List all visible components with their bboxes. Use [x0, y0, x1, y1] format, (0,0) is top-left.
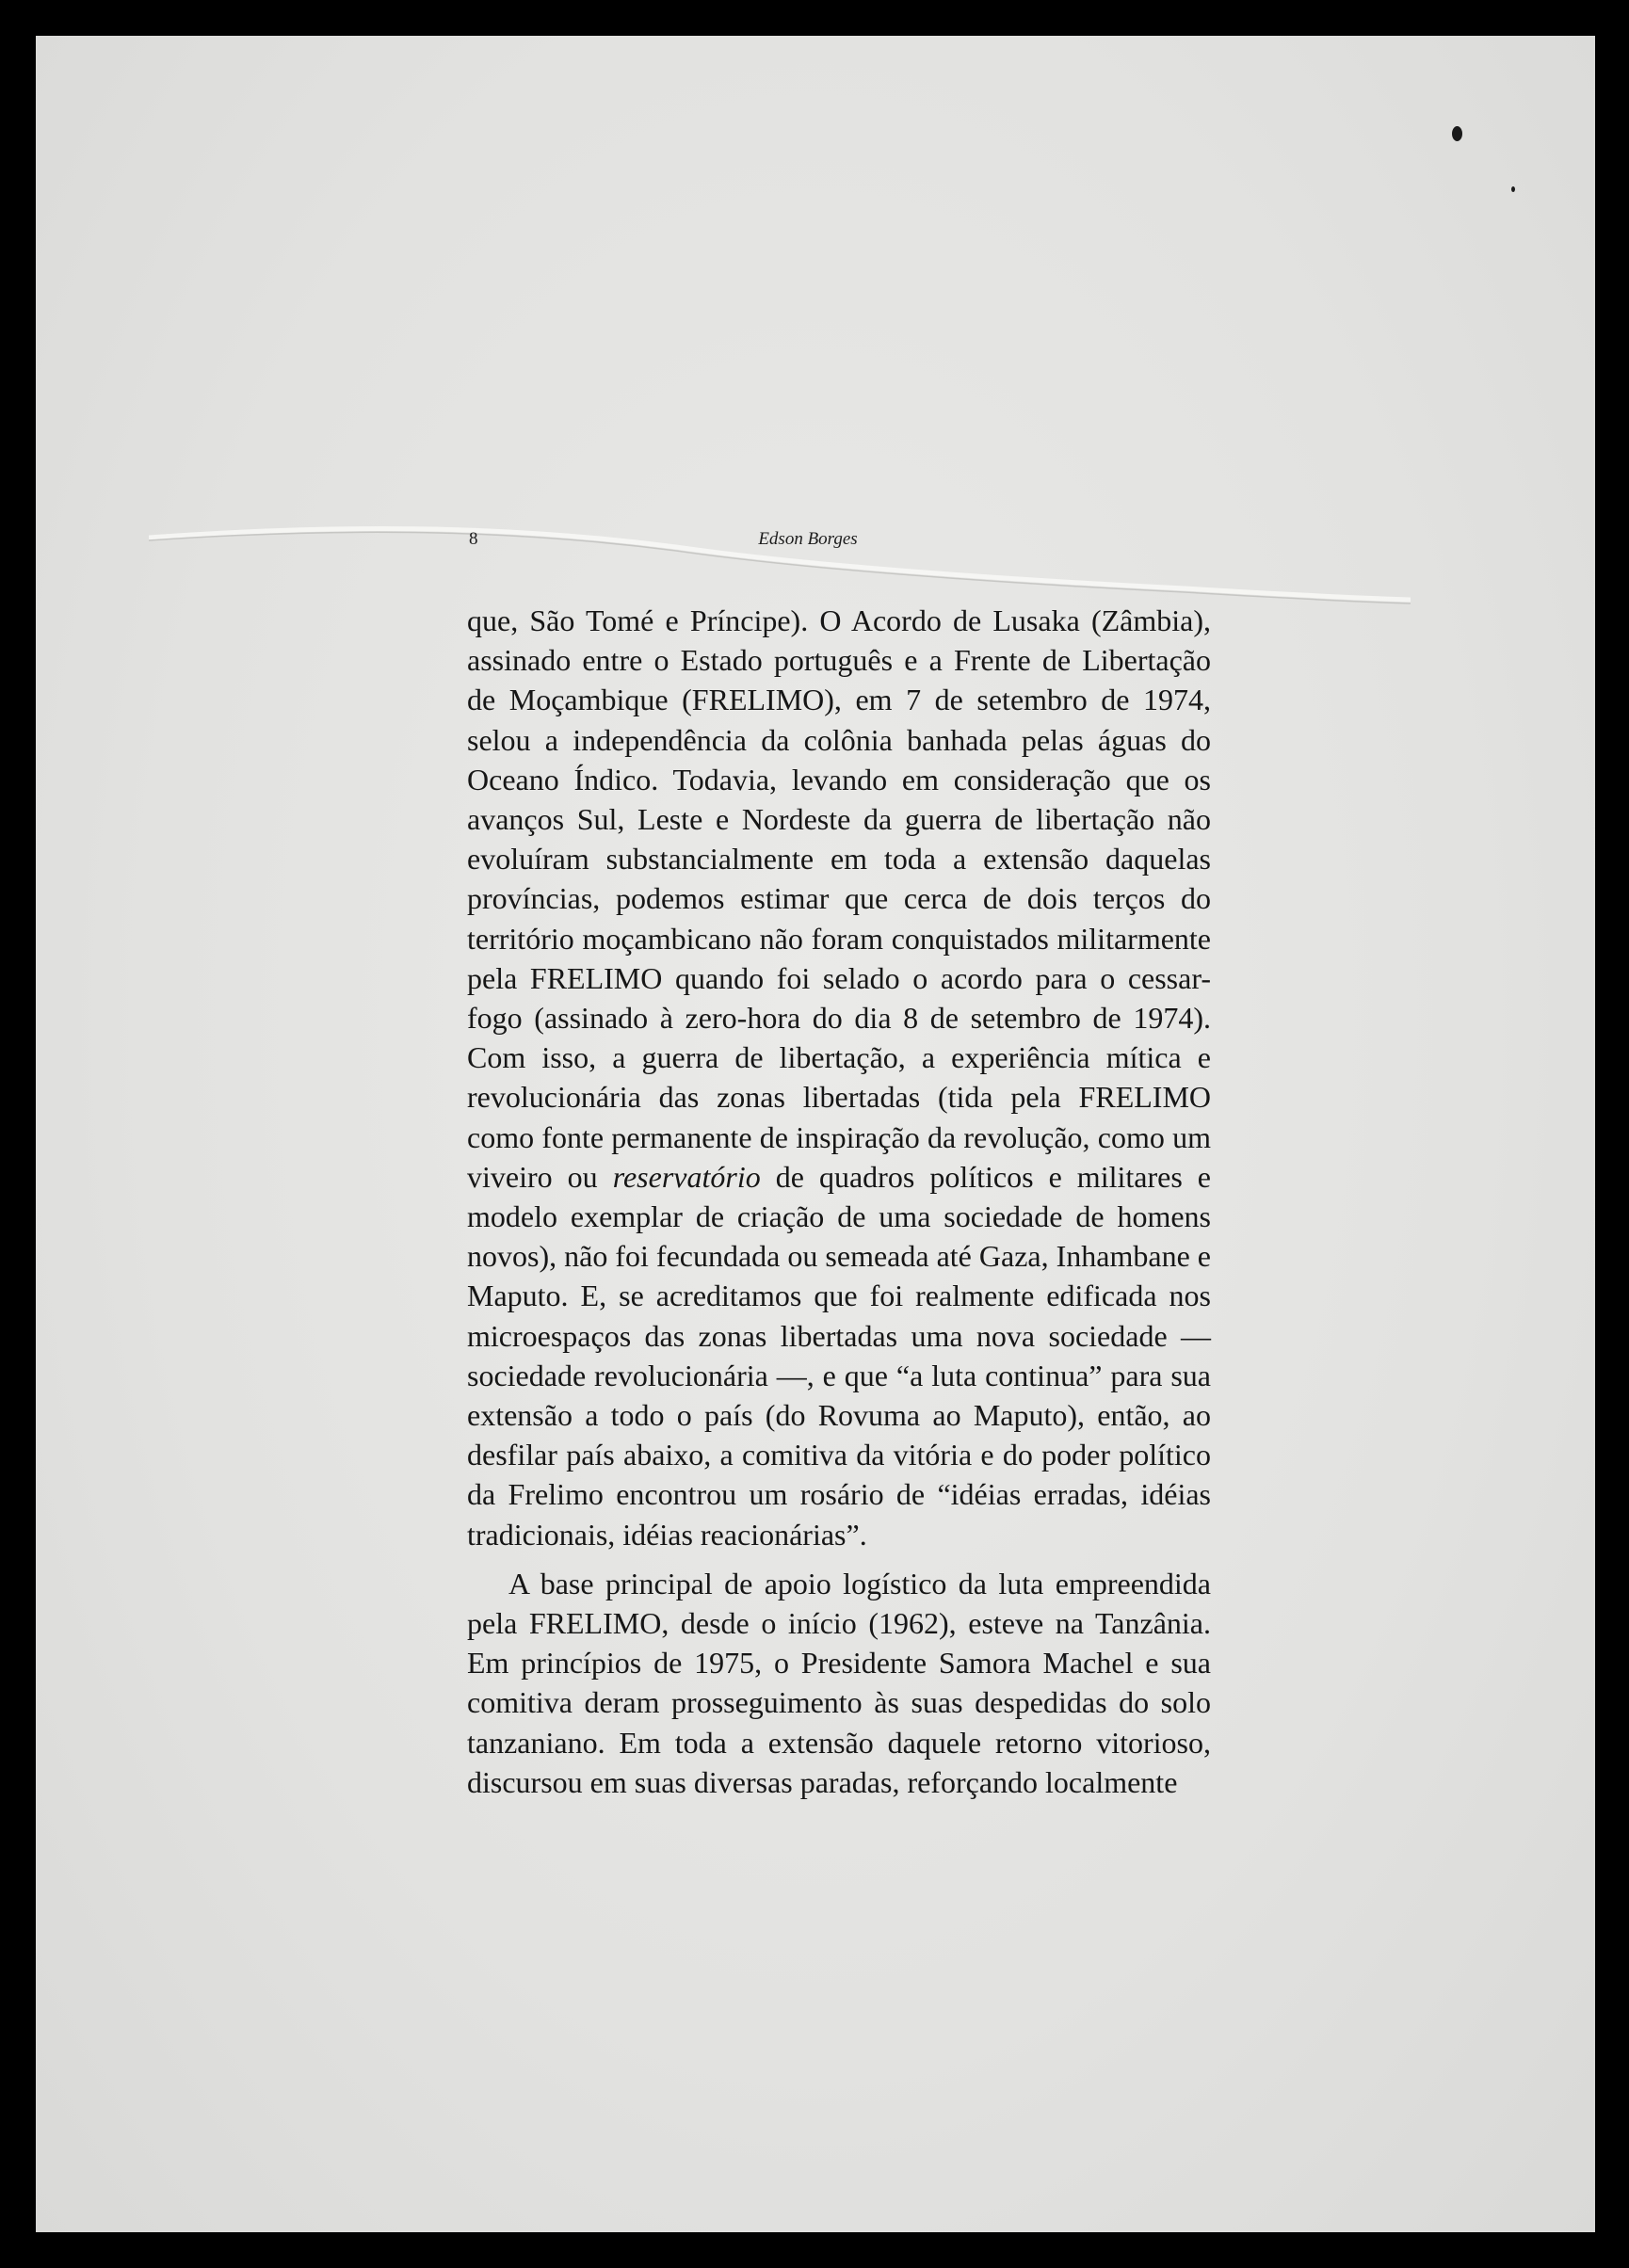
running-head: [431, 518, 1222, 555]
body-text: [467, 601, 1211, 1802]
dust-speck: [1452, 126, 1462, 141]
page-number: 8: [469, 529, 478, 549]
paragraph-text: de quadros políticos e militares e modelo exemplar de criação de uma sociedade de homens novos), não foi fecundada ou semeada até Gaza, Inhambane e Maputo. E, se acreditamos que foi realmente edificada nos microespaços das zonas libertadas uma nova sociedade — sociedade revolucionária —, e que “a luta continua” para sua extensão a todo o país (do Rovuma ao Maputo), então, ao desfilar país abaixo, a comitiva da vitória e do poder político da Frelimo encontrou um rosário de “idéias erradas, idéias tradicionais, idéias reacionárias”.: [467, 1159, 1212, 1552]
paragraph-text: que, São Tomé e Príncipe). O Acordo de Lusaka (Zâmbia), assinado entre o Estado português e a Frente de Libertação de Moçambique (FRELIMO), em 7 de setembro de 1974, selou a independência da colônia banhada pelas águas do Oceano Índico. Todavia, levando em consideração que os avanços Sul, Leste e Nordeste da guerra de libertação não evoluíram substancialmente em toda a extensão daquelas províncias, podemos estimar que cerca de dois terços do território moçambicano não foram conquistados militarmente pela FRELIMO quando foi selado o acordo para o cessar-fogo (assinado à zero-hora do dia 8 de setembro de 1974). Com isso, a guerra de libertação, a experiência mítica e revolucionária das zonas libertadas (tida pela FRELIMO como fonte permanente de inspiração da revolução, como um viveiro ou: [467, 603, 1211, 1194]
dust-speck: [1511, 186, 1515, 192]
italic-term: reservatório: [612, 1159, 761, 1194]
paragraph-continued: [467, 601, 1211, 1554]
paragraph: A base principal de apoio logístico da luta empreendida pela FRELIMO, desde o início (1962), esteve na Tanzânia. Em princípios de 1975, o Presidente Samora Machel e sua comitiva deram prosseguimento às suas despedidas do solo tanzaniano. Em toda a extensão daquele retorno vitorioso, discursou em suas diversas paradas, reforçando localmente: [467, 1566, 1211, 1799]
running-head-author: Edson Borges: [758, 529, 858, 549]
book-page: [36, 36, 1595, 2232]
